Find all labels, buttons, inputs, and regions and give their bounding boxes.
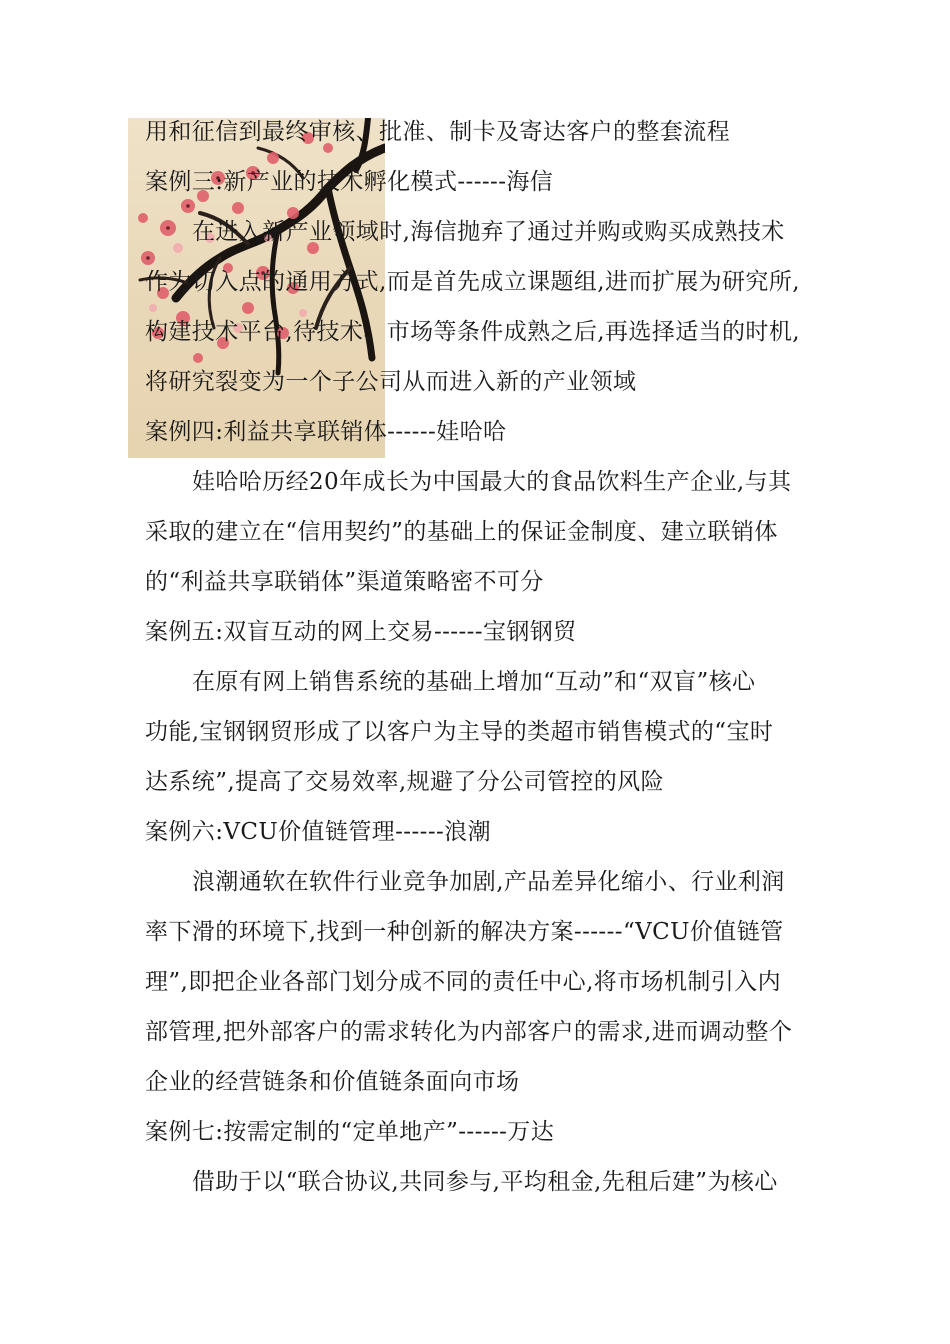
- text-line: 用和征信到最终审核、批准、制卡及寄达客户的整套流程: [145, 119, 730, 145]
- case-heading: 案例四:利益共享联销体------娃哈哈: [145, 419, 507, 445]
- case-heading: 案例七:按需定制的“定单地产”------万达: [145, 1119, 555, 1145]
- case-heading: 案例六:VCU价值链管理------浪潮: [145, 819, 491, 845]
- text-line: 在进入新产业领域时,海信抛弃了通过并购或购买成熟技术: [192, 219, 785, 245]
- text-line: 娃哈哈历经20年成长为中国最大的食品饮料生产企业,与其: [192, 469, 792, 495]
- text-line: 的“利益共享联销体”渠道策略密不可分: [145, 569, 544, 595]
- text-line: 率下滑的环境下,找到一种创新的解决方案------“VCU价值链管: [145, 919, 784, 945]
- text-line: 作为切入点的通用方式,而是首先成立课题组,进而扩展为研究所,: [145, 269, 800, 295]
- text-line: 借助于以“联合协议,共同参与,平均租金,先租后建”为核心: [192, 1169, 778, 1195]
- text-line: 理”,即把企业各部门划分成不同的责任中心,将市场机制引入内: [145, 969, 781, 995]
- text-line: 功能,宝钢钢贸形成了以客户为主导的类超市销售模式的“宝时: [145, 719, 774, 745]
- text-line: 将研究裂变为一个子公司从而进入新的产业领域: [145, 369, 637, 395]
- text-line: 浪潮通软在软件行业竞争加剧,产品差异化缩小、行业利润: [192, 869, 785, 895]
- case-heading: 案例三:新产业的技术孵化模式------海信: [145, 169, 554, 195]
- case-heading: 案例五:双盲互动的网上交易------宝钢钢贸: [145, 619, 577, 645]
- text-line: 在原有网上销售系统的基础上增加“互动”和“双盲”核心: [192, 669, 756, 695]
- text-line: 部管理,把外部客户的需求转化为内部客户的需求,进而调动整个: [145, 1019, 793, 1045]
- text-line: 采取的建立在“信用契约”的基础上的保证金制度、建立联销体: [145, 519, 778, 545]
- text-line: 构建技术平台,待技术、市场等条件成熟之后,再选择适当的时机,: [145, 319, 800, 345]
- text-line: 达系统”,提高了交易效率,规避了分公司管控的风险: [145, 769, 664, 795]
- text-line: 企业的经营链条和价值链条面向市场: [145, 1069, 520, 1095]
